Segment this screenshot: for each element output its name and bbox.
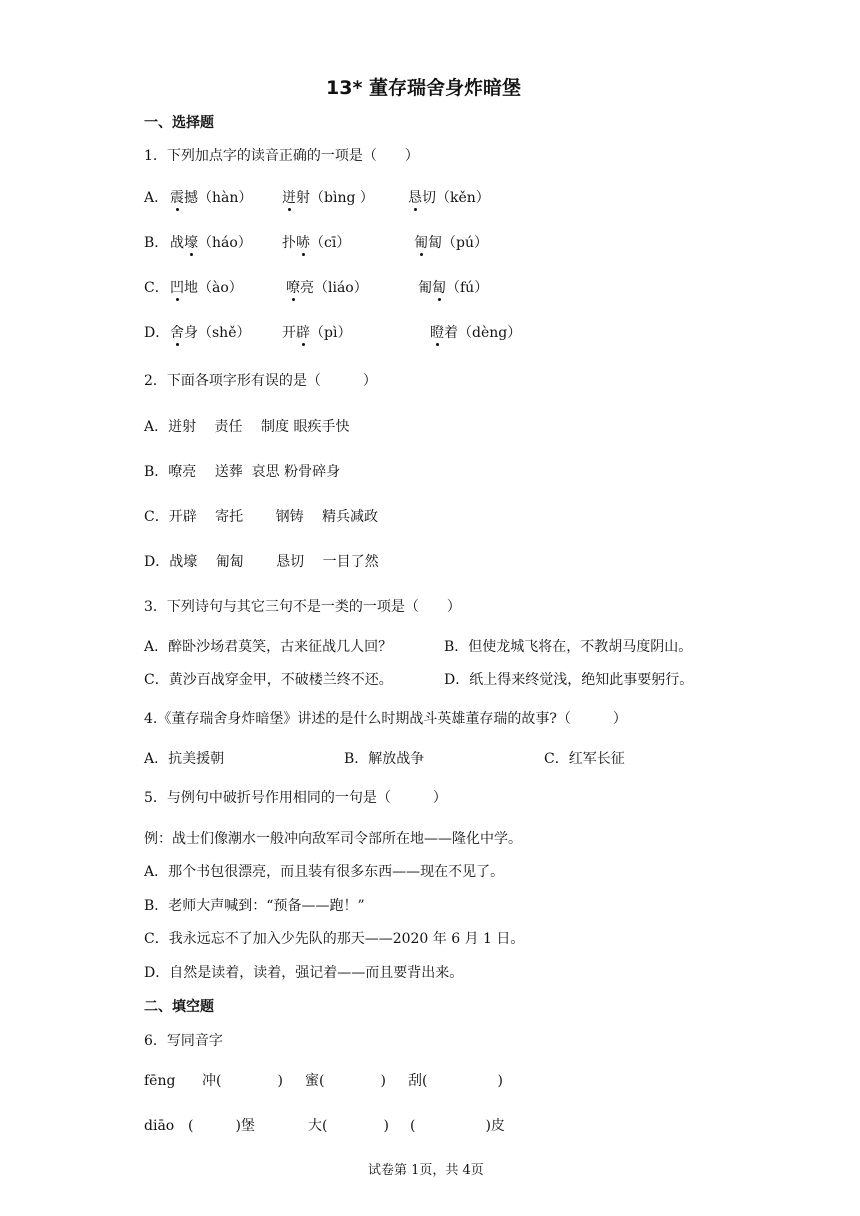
page-title: 13* 董存瑞舍身炸暗堡 — [326, 77, 521, 99]
q1-option-a-item-2: 迸射（bìng ） — [282, 190, 374, 206]
q1-option-a-label: A． — [144, 190, 169, 206]
question-4-stem: 4.《董存瑞舍身炸暗堡》讲述的是什么时期战斗英雄董存瑞的故事?（ ） — [144, 711, 627, 727]
q5-option-a: A．那个书包很漂亮，而且装有很多东西——现在不见了。 — [144, 864, 505, 880]
q5-option-d: D．自然是读着，读着，强记着——而且要背出来。 — [144, 965, 464, 981]
q1-option-d-item-1: 舍身（shě） — [170, 325, 251, 341]
q1-option-c-label: C． — [144, 280, 169, 296]
q1-option-c-item-1: 凹地（ào） — [170, 280, 243, 296]
q1-option-b-item-1: 战壕（háo） — [170, 235, 252, 251]
q3-option-b: B．但使龙城飞将在，不教胡马度阴山。 — [444, 639, 693, 655]
q1-option-a-item-3: 恳切（kěn） — [408, 190, 490, 206]
q4-option-c: C．红军长征 — [544, 751, 625, 767]
q6-row1-blank-1: 冲( ) — [202, 1073, 283, 1089]
q3-option-a: A．醉卧沙场君莫笑，古来征战几人回？ — [144, 639, 393, 655]
section-heading-choice: 一、选择题 — [144, 115, 214, 131]
q3-option-d: D．纸上得来终觉浅，绝知此事要躬行。 — [444, 672, 694, 688]
page-footer: 试卷第 1页，共 4页 — [368, 1163, 484, 1178]
q5-option-c: C．我永远忘不了加入少先队的那天——2020 年 6 月 1 日。 — [144, 931, 525, 947]
q1-option-b-item-3: 匍匐（pú） — [414, 235, 488, 251]
q6-row2-blank-2: 大( ) — [308, 1118, 389, 1134]
q6-row1-blank-3: 刮( ) — [408, 1073, 503, 1089]
question-5-stem: 5．与例句中破折号作用相同的一句是（ ） — [144, 790, 447, 806]
question-3-stem: 3．下列诗句与其它三句不是一类的一项是（ ） — [144, 599, 461, 615]
q1-option-a-item-1: 震撼（hàn） — [170, 190, 253, 206]
q6-row2-blank-1: ( )堡 — [188, 1118, 255, 1134]
section-heading-fill: 二、填空题 — [144, 999, 214, 1015]
q2-option-a: A．迸射 责任 制度 眼疾手快 — [144, 419, 350, 435]
q5-option-b: B．老师大声喊到：“预备——跑！” — [144, 898, 365, 914]
q6-row2-blank-3: ( )皮 — [410, 1118, 505, 1134]
q3-option-c: C．黄沙百战穿金甲，不破楼兰终不还。 — [144, 672, 393, 688]
question-1-stem: 1．下列加点字的读音正确的一项是（ ） — [144, 148, 419, 164]
q2-option-b: B．嘹亮 送葬 哀思 粉骨碎身 — [144, 464, 341, 480]
q6-row1-blank-2: 蜜( ) — [305, 1073, 386, 1089]
q2-option-c: C．开辟 寄托 钢铸 精兵减政 — [144, 509, 379, 525]
q1-option-d-item-2: 开辟（pì） — [282, 325, 352, 341]
q1-option-d-item-3: 瞪着（dèng） — [430, 325, 522, 341]
q6-row2-pinyin: diāo — [144, 1118, 175, 1134]
question-2-stem: 2．下面各项字形有误的是（ ） — [144, 373, 377, 389]
q1-option-c-item-2: 嘹亮（liáo） — [286, 280, 368, 296]
q6-row1-pinyin: fēng — [144, 1073, 176, 1089]
q1-option-d-label: D． — [144, 325, 170, 341]
q2-option-d: D．战壕 匍匐 恳切 一目了然 — [144, 554, 379, 570]
q4-option-a: A．抗美援朝 — [144, 751, 225, 767]
q1-option-b-label: B． — [144, 235, 169, 251]
question-6-stem: 6．写同音字 — [144, 1033, 223, 1049]
q5-example: 例：战士们像潮水一般冲向敌军司令部所在地——隆化中学。 — [144, 831, 522, 847]
q1-option-b-item-2: 扑哧（cī） — [282, 235, 351, 251]
q4-option-b: B．解放战争 — [344, 751, 425, 767]
q1-option-c-item-3: 匍匐（fú） — [418, 280, 489, 296]
